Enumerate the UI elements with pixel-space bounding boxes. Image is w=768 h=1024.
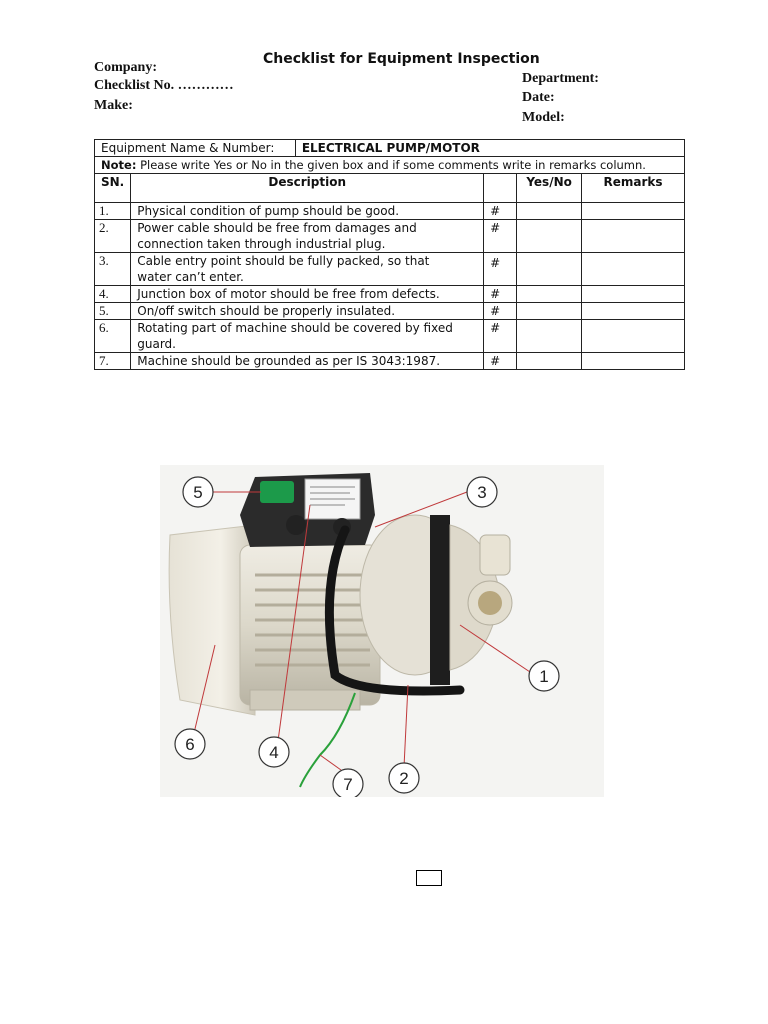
table-row: [95, 286, 685, 303]
yes-no-cell[interactable]: [517, 253, 582, 286]
row-description: Junction box of motor should be free from defects.: [131, 286, 484, 303]
callout-2: 2: [399, 769, 409, 788]
row-mark: #: [484, 286, 517, 303]
inspection-table: [94, 139, 685, 370]
remarks-cell[interactable]: [582, 253, 685, 286]
pump-motor-photo: [160, 465, 604, 797]
note-row: [95, 157, 685, 174]
yes-no-cell[interactable]: [517, 303, 582, 320]
make-label: Make:: [94, 98, 133, 113]
callout-6: 6: [185, 735, 195, 754]
remarks-cell[interactable]: [582, 203, 685, 220]
row-description: Rotating part of machine should be covered by fixed guard.: [131, 320, 484, 353]
row-sn: 3.: [95, 253, 131, 286]
row-mark: #: [484, 353, 517, 370]
equipment-value: ELECTRICAL PUMP/MOTOR: [295, 140, 684, 157]
callout-5: 5: [193, 483, 203, 502]
row-mark: #: [484, 320, 517, 353]
note-text: Please write Yes or No in the given box and if some comments write in remarks column.: [136, 158, 646, 172]
page-title: Checklist for Equipment Inspection: [263, 51, 540, 67]
row-description: On/off switch should be properly insulated.: [131, 303, 484, 320]
row-description: Power cable should be free from damages and connection taken through industrial plug.: [131, 220, 484, 253]
col-header-sn: SN.: [95, 174, 131, 203]
row-description: Physical condition of pump should be good.: [131, 203, 484, 220]
note-label: Note:: [101, 158, 137, 172]
remarks-cell[interactable]: [582, 320, 685, 353]
col-header-remarks: Remarks: [582, 174, 685, 203]
yes-no-cell[interactable]: [517, 353, 582, 370]
row-mark: #: [484, 303, 517, 320]
row-sn: 5.: [95, 303, 131, 320]
table-row: [95, 353, 685, 370]
callout-3: 3: [477, 483, 487, 502]
remarks-cell[interactable]: [582, 220, 685, 253]
col-header-description: Description: [131, 174, 484, 203]
table-row: [95, 253, 685, 286]
table-row: [95, 203, 685, 220]
table-row: [95, 220, 685, 253]
department-label: Department:: [522, 71, 599, 86]
row-sn: 6.: [95, 320, 131, 353]
yes-no-cell[interactable]: [517, 203, 582, 220]
row-sn: 4.: [95, 286, 131, 303]
table-row: [95, 303, 685, 320]
table-row: [95, 320, 685, 353]
model-label: Model:: [522, 110, 565, 125]
row-mark: #: [484, 220, 517, 253]
col-header-mark: [484, 174, 517, 203]
callout-1: 1: [539, 667, 549, 686]
row-mark: #: [484, 253, 517, 286]
row-mark: #: [484, 203, 517, 220]
remarks-cell[interactable]: [582, 303, 685, 320]
row-sn: 1.: [95, 203, 131, 220]
callout-4: 4: [269, 743, 279, 762]
equipment-label: Equipment Name & Number:: [95, 140, 296, 157]
equipment-row: [95, 140, 685, 157]
yes-no-cell[interactable]: [517, 286, 582, 303]
callout-7: 7: [343, 775, 353, 794]
row-description: Cable entry point should be fully packed, so that water can’t enter.: [131, 253, 484, 286]
company-label: Company:: [94, 60, 158, 75]
col-header-yes-no: Yes/No: [517, 174, 582, 203]
row-description: Machine should be grounded as per IS 3043:1987.: [131, 353, 484, 370]
row-sn: 7.: [95, 353, 131, 370]
row-sn: 2.: [95, 220, 131, 253]
remarks-cell[interactable]: [582, 353, 685, 370]
header-row: [95, 174, 685, 203]
yes-no-cell[interactable]: [517, 320, 582, 353]
checklist-number-label: Checklist No. …………: [94, 78, 234, 93]
yes-no-cell[interactable]: [517, 220, 582, 253]
page-number-box: [416, 870, 442, 886]
date-label: Date:: [522, 90, 555, 105]
remarks-cell[interactable]: [582, 286, 685, 303]
note-cell: [95, 157, 685, 174]
